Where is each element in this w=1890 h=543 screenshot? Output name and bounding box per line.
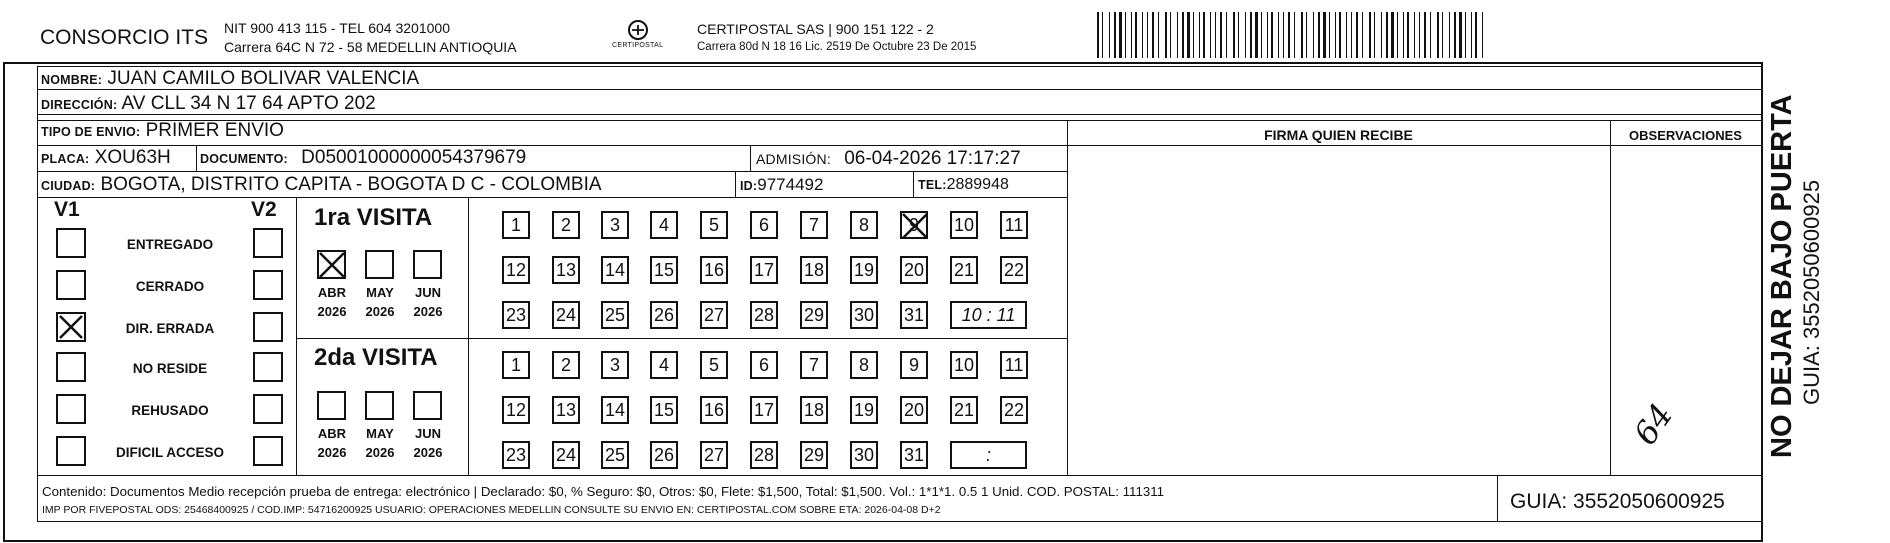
day-box[interactable]: 3	[601, 211, 629, 239]
observaciones-header: OBSERVACIONES	[1629, 128, 1742, 143]
day-box[interactable]: 7	[800, 351, 828, 379]
day-box[interactable]: 23	[502, 301, 530, 329]
admision-row	[756, 149, 1021, 168]
day-box[interactable]: 13	[552, 396, 580, 424]
day-box[interactable]: 1	[502, 351, 530, 379]
barcode-bar	[1356, 12, 1358, 58]
day-box[interactable]: 3	[601, 351, 629, 379]
barcode-bar	[1323, 12, 1326, 58]
barcode-bar	[1454, 12, 1456, 58]
barcode-bar	[1267, 12, 1268, 58]
day-box[interactable]: 24	[552, 301, 580, 329]
month-label: JUN	[414, 426, 441, 441]
day-box[interactable]: 10	[950, 351, 978, 379]
day-box[interactable]: 11	[1000, 351, 1028, 379]
ciudad-value: BOGOTA, DISTRITO CAPITA - BOGOTA D C - COLOMBIA	[100, 174, 602, 195]
tel-label: TEL:	[918, 178, 947, 192]
day-box[interactable]: 17	[750, 256, 778, 284]
barcode-bar	[1430, 12, 1431, 58]
tel-value: 2889948	[946, 176, 1009, 193]
day-box[interactable]: 31	[900, 441, 928, 469]
day-box[interactable]: 4	[650, 211, 678, 239]
year-label: 2026	[365, 445, 395, 460]
certipostal-logo-icon	[610, 18, 666, 54]
month-label: MAY	[366, 285, 394, 300]
day-box[interactable]: 17	[750, 396, 778, 424]
day-box[interactable]: 29	[800, 441, 828, 469]
id-value: 9774492	[757, 175, 824, 194]
admision-value: 06-04-2026 17:17:27	[844, 148, 1021, 169]
day-box[interactable]: 24	[552, 441, 580, 469]
day-box[interactable]: 28	[750, 301, 778, 329]
day-box[interactable]: 8	[850, 211, 878, 239]
barcode-bar	[1301, 12, 1303, 58]
barcode-bar	[1193, 12, 1194, 58]
barcode-bar	[1220, 12, 1222, 58]
barcode-bar	[1114, 12, 1116, 58]
documento-row	[200, 148, 526, 167]
day-box[interactable]: 10	[950, 211, 978, 239]
barcode-bar	[1403, 12, 1404, 58]
year-label: 2026	[317, 304, 347, 319]
nit-line: NIT 900 413 115 - TEL 604 3201000	[224, 20, 450, 36]
day-box[interactable]: 14	[601, 256, 629, 284]
barcode-bar	[1475, 12, 1477, 58]
barcode-bar	[1437, 12, 1439, 58]
v2-checkbox[interactable]	[253, 228, 283, 258]
tipo-row	[41, 121, 284, 140]
barcode-bar	[1233, 12, 1235, 58]
day-box[interactable]: 22	[1000, 396, 1028, 424]
barcode-bar	[1170, 12, 1171, 58]
day-box[interactable]: 20	[900, 396, 928, 424]
v2-checkbox[interactable]	[253, 436, 283, 466]
barcode-bar	[1142, 12, 1143, 58]
barcode-bar	[1238, 12, 1239, 58]
v1-checkbox[interactable]	[56, 352, 86, 382]
barcode-bar	[1271, 12, 1273, 58]
v1-checkbox[interactable]	[56, 436, 86, 466]
barcode-bar	[1158, 12, 1159, 58]
documento-value: D05001000000054379679	[301, 147, 527, 168]
day-box[interactable]: 27	[700, 301, 728, 329]
day-box[interactable]: 2	[552, 211, 580, 239]
footer-contenido: Contenido: Documentos Medio recepción prueba de entrega: electrónico | Declarado: $0, % Seguro: $0, Otros: $0, Flete: $1,500, Total: $1,500. Vol.: 1*1*1. 0.5 1 Unid. COD. POSTAL: 111311	[42, 484, 1165, 499]
barcode-bar	[1318, 12, 1320, 58]
barcode-bar	[1278, 12, 1279, 58]
first-visit-title: 1ra VISITA	[314, 204, 433, 231]
barcode-bar	[1335, 12, 1336, 58]
barcode-bar	[1097, 12, 1099, 58]
month-checkbox[interactable]	[317, 391, 346, 420]
footer-guia: GUIA: 3552050600925	[1510, 490, 1725, 513]
status-label: REHUSADO	[131, 403, 209, 418]
barcode-bar	[1414, 12, 1415, 58]
ciudad-label: CIUDAD:	[41, 179, 96, 193]
barcode-bar	[1177, 12, 1178, 58]
v1-checkbox[interactable]	[56, 228, 86, 258]
day-box[interactable]: 9	[900, 211, 928, 239]
day-box[interactable]: 29	[800, 301, 828, 329]
day-box[interactable]: 2	[552, 351, 580, 379]
day-box[interactable]: 11	[1000, 211, 1028, 239]
day-box[interactable]: 18	[800, 256, 828, 284]
x-mark-icon	[317, 250, 347, 280]
day-box[interactable]: 14	[601, 396, 629, 424]
barcode-bar	[1147, 12, 1148, 58]
day-box[interactable]: 13	[552, 256, 580, 284]
barcode	[1097, 12, 1487, 58]
status-label: CERRADO	[135, 279, 205, 294]
nombre-label: NOMBRE:	[41, 73, 103, 87]
v1-label: V1	[54, 198, 80, 221]
tel-row	[918, 177, 1009, 193]
year-label: 2026	[413, 445, 443, 460]
day-box[interactable]: 26	[650, 441, 678, 469]
barcode-bar	[1255, 12, 1258, 58]
certipostal-line-2: Carrera 80d N 18 16 Lic. 2519 De Octubre 23 De 2015	[697, 41, 977, 53]
day-box[interactable]: 7	[800, 211, 828, 239]
day-box[interactable]: 27	[700, 441, 728, 469]
barcode-bar	[1199, 12, 1200, 58]
v2-checkbox[interactable]	[253, 352, 283, 382]
certipostal-line-1: CERTIPOSTAL SAS | 900 151 122 - 2	[697, 21, 934, 37]
day-box[interactable]: 16	[700, 256, 728, 284]
barcode-bar	[1397, 12, 1398, 58]
day-box[interactable]: 21	[950, 256, 978, 284]
id-row	[740, 176, 823, 193]
day-box[interactable]: 6	[750, 211, 778, 239]
v1-checkbox[interactable]	[56, 270, 86, 300]
footer-imp: IMP POR FIVEPOSTAL ODS: 25468400925 / COD.IMP: 54716200925 USUARIO: OPERACIONES MEDELLIN CONSULTE SU ENVIO EN: CERTIPOSTAL.COM SOBRE ETA: 2026-04-08 D+2	[42, 504, 941, 516]
day-box[interactable]: 5	[700, 211, 728, 239]
day-box[interactable]: 19	[850, 396, 878, 424]
month-checkbox[interactable]	[365, 391, 394, 420]
company-name: CONSORCIO ITS	[40, 26, 209, 49]
firma-header: FIRMA QUIEN RECIBE	[1264, 127, 1413, 143]
barcode-bar	[1381, 12, 1382, 58]
month-checkbox[interactable]	[365, 250, 394, 279]
barcode-bar	[1369, 12, 1371, 58]
v1-checkbox[interactable]	[56, 394, 86, 424]
barcode-bar	[1386, 12, 1388, 58]
day-box[interactable]: 23	[502, 441, 530, 469]
barcode-bar	[1187, 12, 1190, 58]
day-box[interactable]: 16	[700, 396, 728, 424]
barcode-bar	[1294, 12, 1295, 58]
direccion-row	[41, 94, 376, 113]
day-box[interactable]: 9	[900, 351, 928, 379]
barcode-bar	[1329, 12, 1330, 58]
barcode-bar	[1245, 12, 1246, 58]
day-box[interactable]: 4	[650, 351, 678, 379]
month-label: ABR	[317, 285, 347, 300]
status-label: ENTREGADO	[126, 237, 214, 252]
barcode-bar	[1182, 12, 1184, 58]
nombre-row	[41, 69, 419, 88]
barcode-bar	[1215, 12, 1216, 58]
v2-label: V2	[251, 198, 277, 221]
x-mark-icon	[56, 312, 86, 342]
status-label: DIR. ERRADA	[125, 321, 215, 336]
documento-label: DOCUMENTO:	[200, 152, 288, 166]
barcode-bar	[1465, 12, 1466, 58]
status-label: DIFICIL ACCESO	[115, 445, 224, 460]
day-box[interactable]: 5	[700, 351, 728, 379]
id-label: ID:	[740, 179, 758, 193]
day-box[interactable]: 8	[850, 351, 878, 379]
time-box[interactable]: :	[950, 441, 1027, 469]
month-checkbox[interactable]	[413, 391, 442, 420]
barcode-bar	[1135, 12, 1137, 58]
barcode-bar	[1339, 12, 1341, 58]
barcode-bar	[1306, 12, 1307, 58]
direccion-label: DIRECCIÓN:	[41, 98, 118, 112]
status-label: NO RESIDE	[132, 361, 208, 376]
placa-value: XOU63H	[94, 147, 171, 168]
tipo-value: PRIMER ENVIO	[145, 120, 284, 141]
day-box[interactable]: 30	[850, 301, 878, 329]
year-label: 2026	[365, 304, 395, 319]
barcode-bar	[1346, 12, 1347, 58]
barcode-bar	[1165, 12, 1167, 58]
barcode-bar	[1449, 12, 1450, 58]
barcode-bar	[1391, 12, 1394, 58]
second-visit-title: 2da VISITA	[314, 344, 438, 371]
barcode-bar	[1102, 12, 1103, 58]
v2-checkbox[interactable]	[253, 312, 283, 342]
barcode-bar	[1210, 12, 1211, 58]
day-box[interactable]: 22	[1000, 256, 1028, 284]
side-warning: NO DEJAR BAJO PUERTA	[1766, 94, 1798, 458]
address-line: Carrera 64C N 72 - 58 MEDELLIN ANTIOQUIA	[224, 39, 517, 55]
month-checkbox[interactable]	[413, 250, 442, 279]
day-box[interactable]: 20	[900, 256, 928, 284]
day-box[interactable]: 6	[750, 351, 778, 379]
barcode-bar	[1131, 12, 1132, 58]
day-box[interactable]: 28	[750, 441, 778, 469]
month-label: MAY	[366, 426, 394, 441]
day-box[interactable]: 25	[601, 441, 629, 469]
v2-checkbox[interactable]	[253, 394, 283, 424]
barcode-bar	[1407, 12, 1409, 58]
v1-checkbox[interactable]	[56, 312, 86, 342]
day-box[interactable]: 26	[650, 301, 678, 329]
barcode-bar	[1362, 12, 1363, 58]
barcode-bar	[1119, 12, 1122, 58]
year-label: 2026	[317, 445, 347, 460]
barcode-bar	[1288, 12, 1290, 58]
day-box[interactable]: 30	[850, 441, 878, 469]
tipo-label: TIPO DE ENVIO:	[41, 125, 141, 139]
barcode-bar	[1313, 12, 1314, 58]
barcode-bar	[1374, 12, 1375, 58]
barcode-bar	[1459, 12, 1462, 58]
day-box[interactable]: 18	[800, 396, 828, 424]
placa-label: PLACA:	[41, 152, 90, 166]
barcode-bar	[1152, 12, 1154, 58]
barcode-bar	[1125, 12, 1126, 58]
day-box[interactable]: 15	[650, 256, 678, 284]
barcode-bar	[1261, 12, 1262, 58]
month-label: ABR	[317, 426, 347, 441]
barcode-bar	[1109, 12, 1110, 58]
month-checkbox[interactable]	[317, 250, 346, 279]
placa-row	[41, 148, 171, 167]
v2-checkbox[interactable]	[253, 270, 283, 300]
barcode-bar	[1283, 12, 1284, 58]
barcode-bar	[1351, 12, 1352, 58]
barcode-bar	[1419, 12, 1420, 58]
day-box[interactable]: 1	[502, 211, 530, 239]
month-label: JUN	[414, 285, 441, 300]
nombre-value: JUAN CAMILO BOLIVAR VALENCIA	[107, 68, 420, 89]
side-guia: GUIA: 3552050600925	[1799, 179, 1824, 405]
observaciones-note: 64	[1626, 396, 1681, 452]
barcode-bar	[1203, 12, 1205, 58]
barcode-bar	[1424, 12, 1426, 58]
time-box[interactable]: 10 : 11	[950, 301, 1027, 329]
day-box[interactable]: 12	[502, 396, 530, 424]
barcode-bar	[1250, 12, 1252, 58]
admision-label: ADMISIÓN:	[756, 151, 831, 167]
direccion-value: AV CLL 34 N 17 64 APTO 202	[121, 93, 376, 114]
day-box[interactable]: 15	[650, 396, 678, 424]
day-box[interactable]: 31	[900, 301, 928, 329]
ciudad-row	[41, 175, 602, 194]
year-label: 2026	[413, 304, 443, 319]
day-box[interactable]: 19	[850, 256, 878, 284]
barcode-bar	[1482, 12, 1483, 58]
logo-caption: CERTIPOSTAL	[612, 42, 664, 49]
day-box[interactable]: 21	[950, 396, 978, 424]
day-box[interactable]: 25	[601, 301, 629, 329]
barcode-bar	[1442, 12, 1443, 58]
barcode-bar	[1226, 12, 1227, 58]
barcode-bar	[1471, 12, 1472, 58]
x-mark-icon	[900, 211, 930, 241]
day-box[interactable]: 12	[502, 256, 530, 284]
